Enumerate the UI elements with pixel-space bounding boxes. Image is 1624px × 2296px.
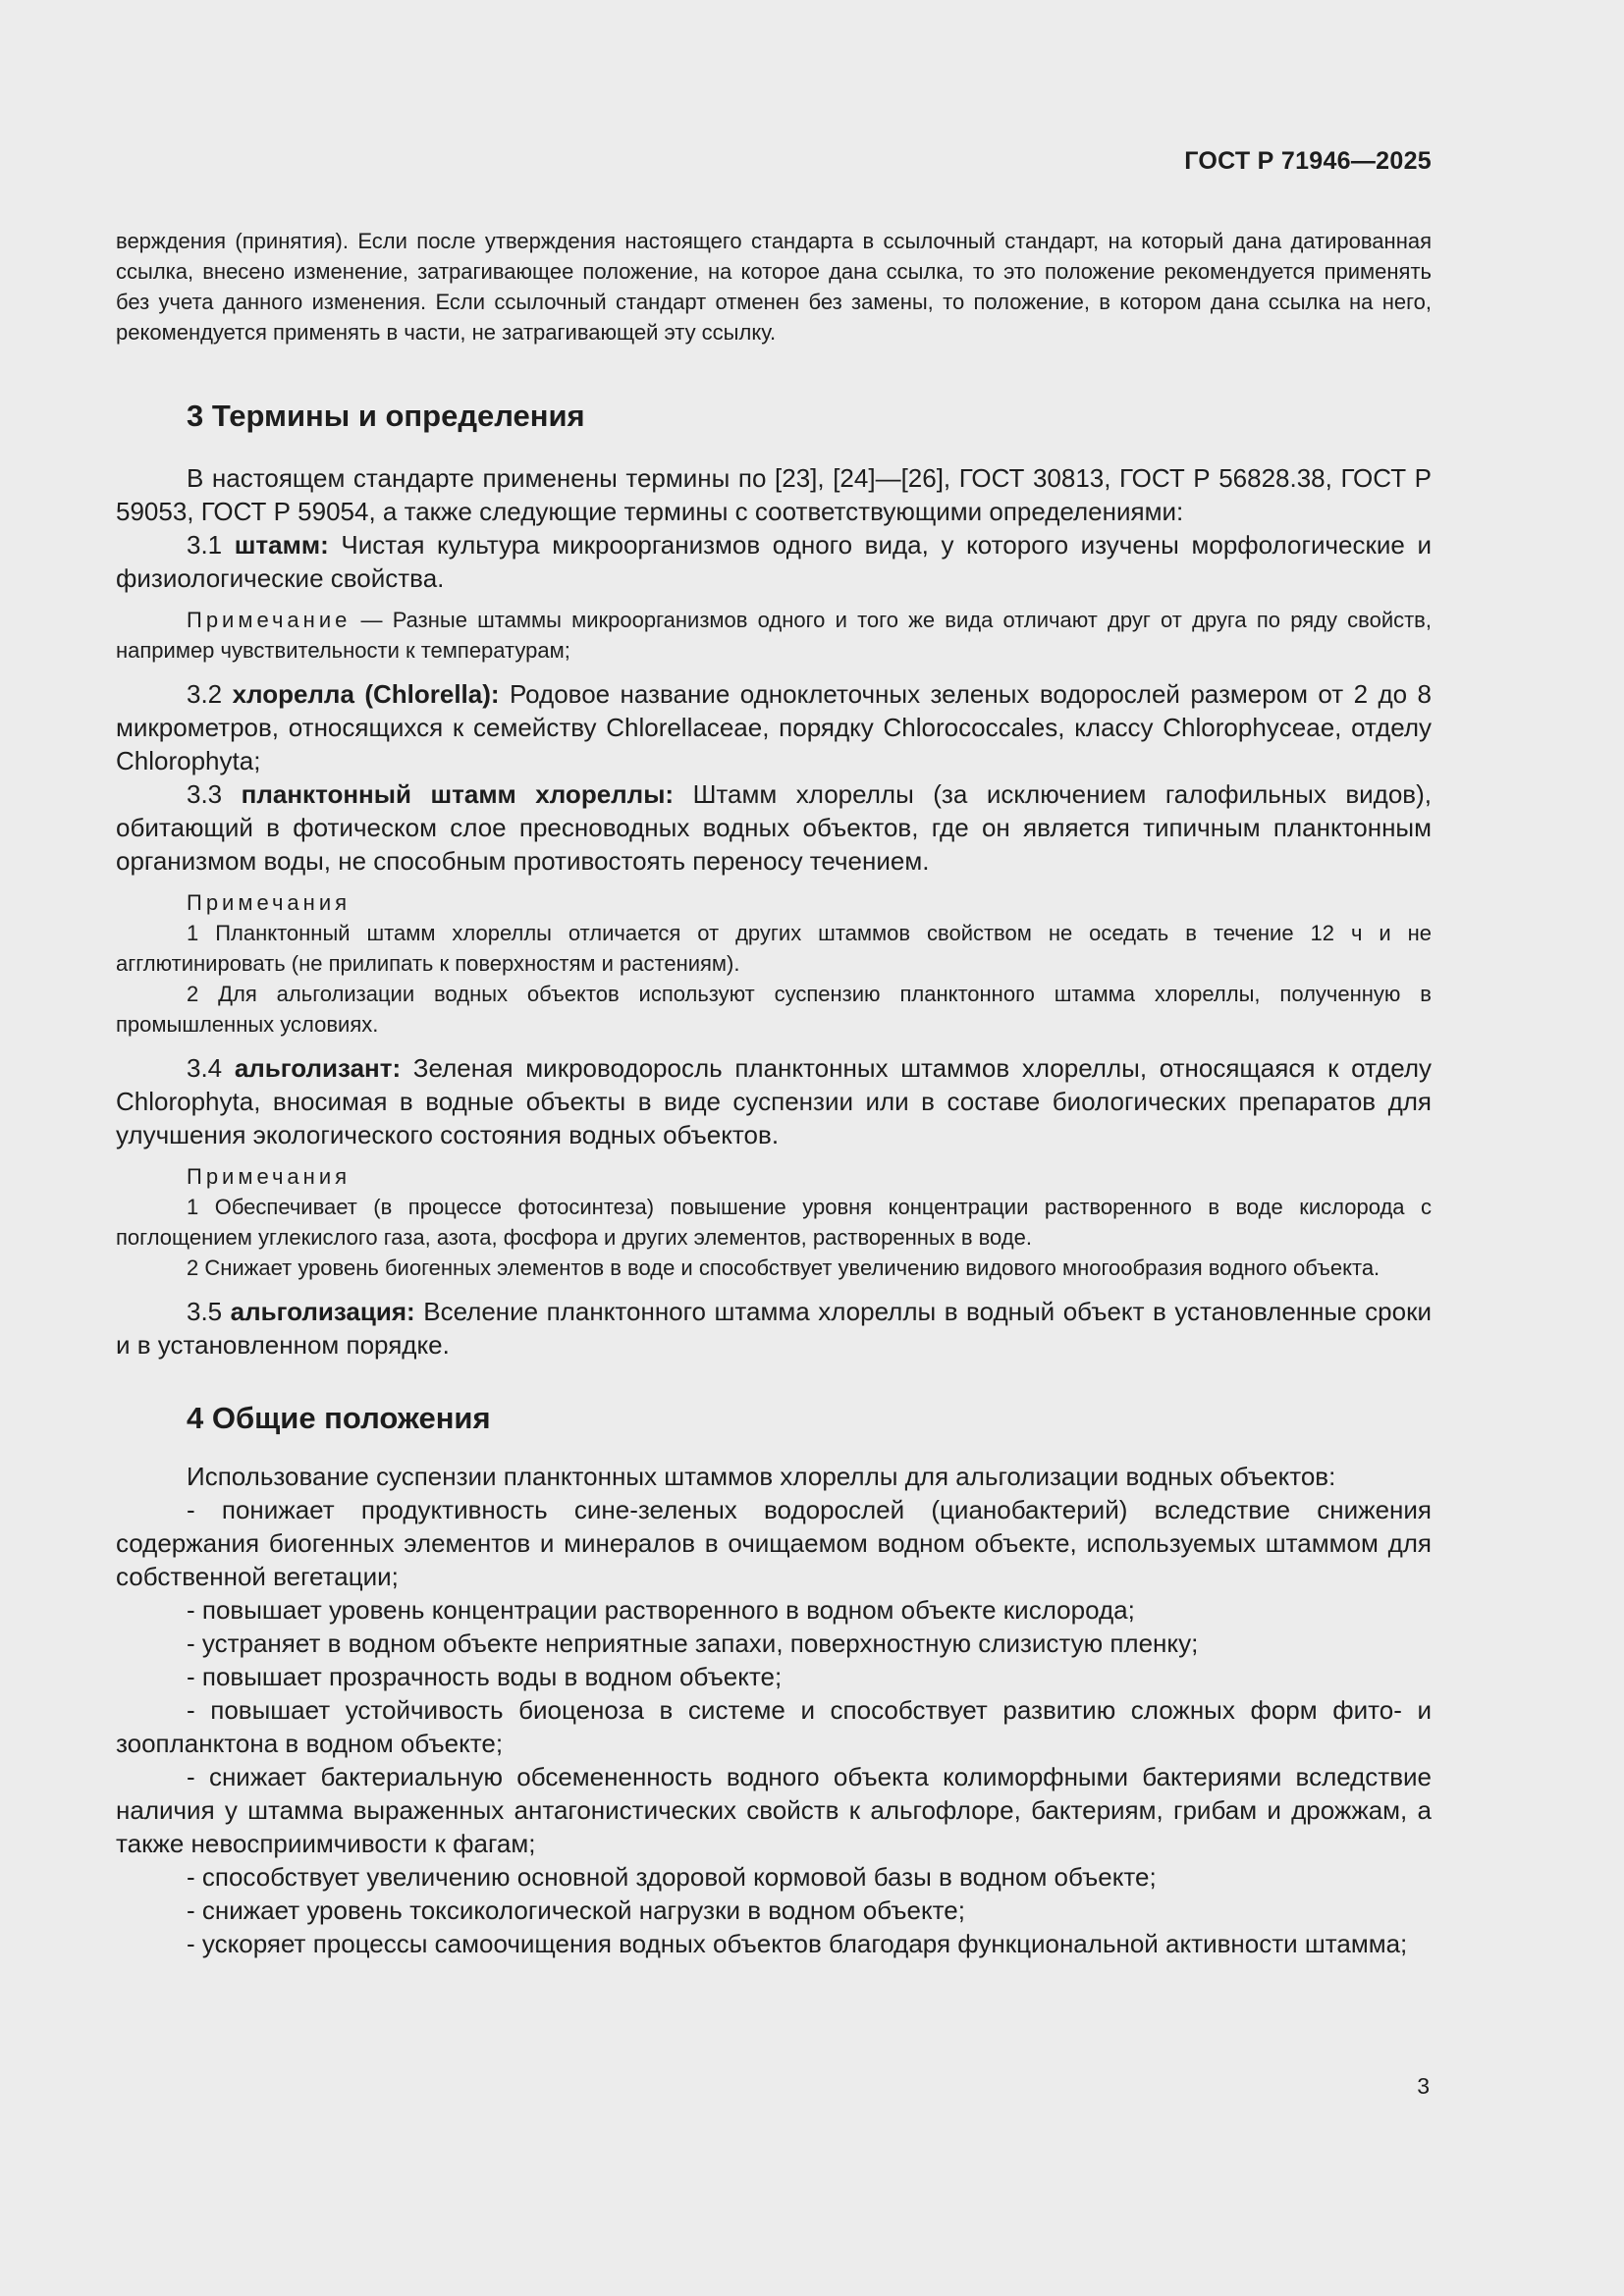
term-definition: Чистая культура микроорганизмов одного вида, у которого изучены морфологические и физиологические свойства. — [116, 530, 1432, 593]
term-definition: Вселение планктонного штамма хлореллы в водный объект в установленные сроки и в установленном порядке. — [116, 1297, 1432, 1360]
section-3-intro: В настоящем стандарте применены термины по [23], [24]—[26], ГОСТ 30813, ГОСТ Р 56828.38, ГОСТ Р 59053, ГОСТ Р 59054, а также следующие термины с соответствующими определениями: — [116, 463, 1432, 526]
page-body — [116, 147, 1432, 1960]
term-3-2 — [116, 677, 1432, 777]
list-item: - повышает уровень концентрации растворенного в водном объекте кислорода; — [187, 1595, 1135, 1625]
list-item: - понижает продуктивность сине-зеленых водорослей (цианобактерий) вследствие снижения содержания биогенных элементов и минералов в очищаемом водном объекте, используемых штаммом для собственной вегетации; — [116, 1495, 1432, 1591]
term-name: альголизация: — [230, 1297, 415, 1326]
list-item: - способствует увеличению основной здоровой кормовой базы в водном объекте; — [187, 1862, 1157, 1892]
note-3-3-1: 1 Планктонный штамм хлореллы отличается от других штаммов свойством не оседать в течение 12 ч и не агглютинировать (не прилипать к поверхностям и растениям). — [116, 921, 1432, 976]
note-3-4-2: 2 Снижает уровень биогенных элементов в воде и способствует увеличению видового многообразия водного объекта. — [187, 1255, 1380, 1280]
term-number: 3.2 — [187, 679, 233, 709]
term-number: 3.3 — [187, 779, 242, 809]
section-4-intro: Использование суспензии планктонных штаммов хлореллы для альголизации водных объектов: — [187, 1462, 1336, 1491]
term-name: планктонный штамм хлореллы: — [241, 779, 675, 809]
term-number: 3.5 — [187, 1297, 231, 1326]
term-3-3 — [116, 777, 1432, 878]
term-name: хлорелла (Chlorella): — [232, 679, 500, 709]
term-3-5 — [116, 1295, 1432, 1362]
note-3-4-1: 1 Обеспечивает (в процессе фотосинтеза) повышение уровня концентрации растворенного в воде кислорода с поглощением углекислого газа, азота, фосфора и других элементов, растворенных в воде. — [116, 1195, 1432, 1250]
note-text: — Разные штаммы микроорганизмов одного и того же вида отличают друг от друга по ряду свойств, например чувствительности к температурам; — [116, 608, 1432, 663]
section-3-title: 3 Термины и определения — [187, 399, 585, 433]
list-item: - повышает устойчивость биоценоза в системе и способствует развитию сложных форм фито- и зоопланктона в водном объекте; — [116, 1695, 1432, 1758]
list-item: - ускоряет процессы самоочищения водных объектов благодаря функциональной активности штамма; — [187, 1929, 1408, 1958]
note-3-3-2: 2 Для альголизации водных объектов используют суспензию планктонного штамма хлореллы, полученную в промышленных условиях. — [116, 982, 1432, 1037]
term-3-1 — [116, 528, 1432, 595]
notes-3-3-label: Примечания — [187, 890, 352, 915]
note-3-1 — [116, 605, 1432, 666]
term-name: альголизант: — [234, 1053, 402, 1083]
term-definition: Зеленая микроводоросль планктонных штаммов хлореллы, относящаяся к отделу Chlorophyta, вносимая в водные объекты в виде суспензии или в составе биологических препаратов для улучшения экологического состояния водных объектов. — [116, 1053, 1432, 1149]
document-header: ГОСТ Р 71946—2025 — [1184, 147, 1432, 175]
intro-paragraph: верждения (принятия). Если после утверждения настоящего стандарта в ссылочный стандарт, на который дана датированная ссылка, внесено изменение, затрагивающее положение, на которое дана ссылка, то это положение рекомендуется применять без учета данного изменения. Если ссылочный стандарт отменен без замены, то положение, в котором дана ссылка на него, рекомендуется применять в части, не затрагивающей эту ссылку. — [116, 229, 1432, 345]
list-item: - снижает уровень токсикологической нагрузки в водном объекте; — [187, 1896, 965, 1925]
list-item: - снижает бактериальную обсемененность водного объекта колиморфными бактериями вследствие наличия у штамма выраженных антагонистических свойств к альгофлоре, бактериям, грибам и дрожжам, а также невосприимчивости к фагам; — [116, 1762, 1432, 1858]
term-name: штамм: — [234, 530, 329, 560]
list-item: - устраняет в водном объекте неприятные запахи, поверхностную слизистую пленку; — [187, 1629, 1199, 1658]
notes-3-4-label: Примечания — [187, 1164, 352, 1189]
note-label: Примечание — [187, 608, 352, 632]
term-number: 3.4 — [187, 1053, 235, 1083]
list-item: - повышает прозрачность воды в водном объекте; — [187, 1662, 783, 1691]
page-number: 3 — [1417, 2073, 1430, 2099]
term-definition: Штамм хлореллы (за исключением галофильных видов), обитающий в фотическом слое пресноводных водных объектов, где он является типичным планктонным организмом воды, не способным противостоять переносу течением. — [116, 779, 1433, 876]
term-definition: Родовое название одноклеточных зеленых водорослей размером от 2 до 8 микрометров, относящихся к семейству Chlorellaceae, порядку Chlorococcales, классу Chlorophyceae, отделу Chlorophyta; — [116, 679, 1432, 775]
term-number: 3.1 — [187, 530, 235, 560]
term-3-4 — [116, 1051, 1432, 1151]
section-4-title: 4 Общие положения — [187, 1401, 491, 1435]
